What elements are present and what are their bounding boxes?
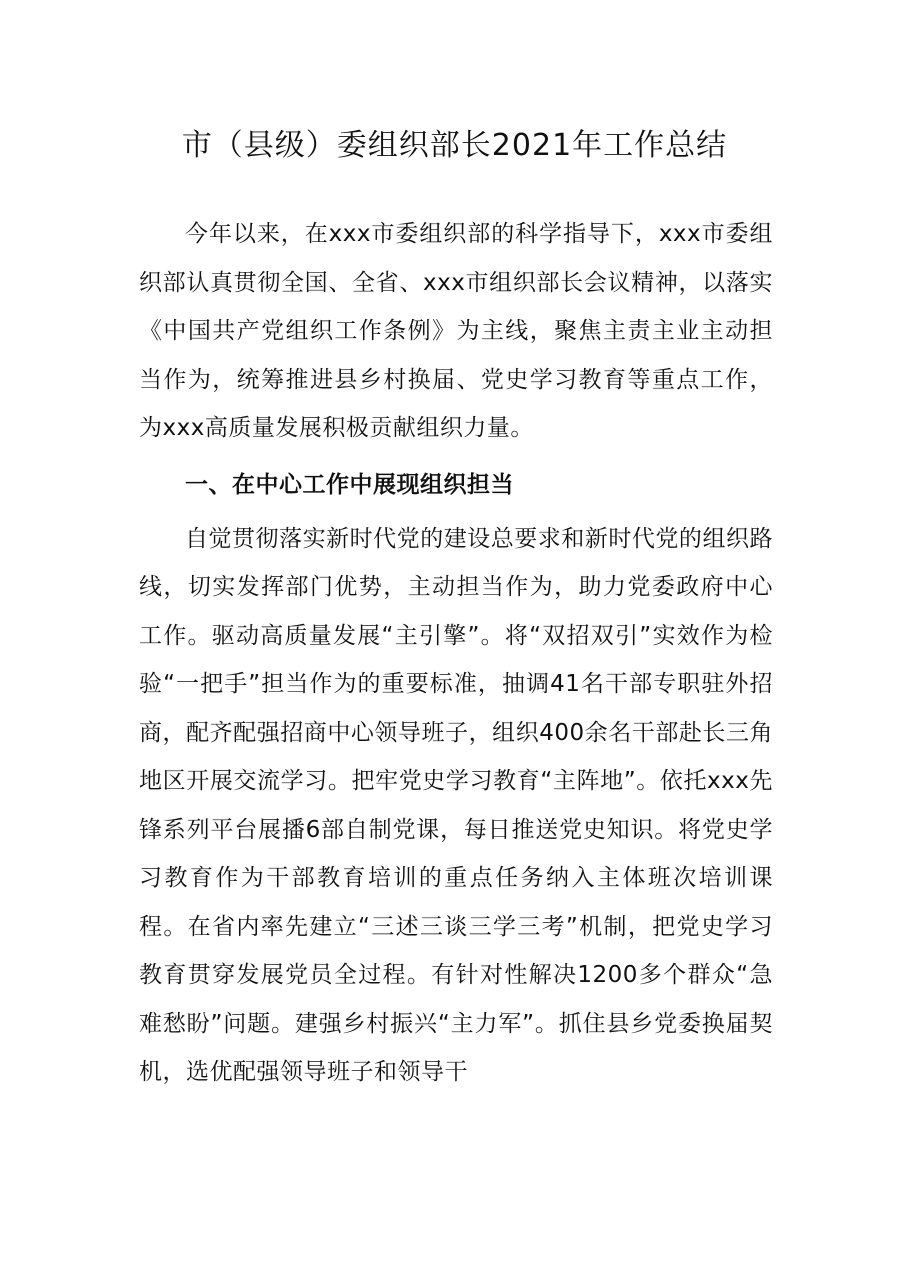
section-heading: 一、在中心工作中展现组织担当	[185, 471, 514, 498]
document-title: 市（县级）委组织部长2021年工作总结	[181, 128, 728, 163]
intro-paragraph: 今年以来，在xxx市委组织部的科学指导下，xxx市委组织部认真贯彻全国、全省、xxx市组织部长会议精神，以落实《中国共产党组织工作条例》为主线，聚焦主责主业主动担当作为，统筹推进县乡村换届、党史学习教育等重点工作，为xxx高质量发展积极贡献组织力量。	[139, 221, 773, 441]
document-body	[139, 210, 773, 1097]
section-paragraph: 自觉贯彻落实新时代党的建设总要求和新时代党的组织路线，切实发挥部门优势，主动担当作为，助力党委政府中心工作。驱动高质量发展“主引擎”。将“双招双引”实效作为检验“一把手”担当作为的重要标准，抽调41名干部专职驻外招商，配齐配强招商中心领导班子，组织400余名干部赴长三角地区开展交流学习。把牢党史学习教育“主阵地”。依托xxx先锋系列平台展播6部自制党课，每日推送党史知识。将党史学习教育作为干部教育培训的重点任务纳入主体班次培训课程。在省内率先建立“三述三谈三学三考”机制，把党史学习教育贯穿发展党员全过程。有针对性解决1200多个群众“急难愁盼”问题。建强乡村振兴“主力军”。抓住县乡党委换届契机，选优配强领导班子和领导干	[139, 525, 773, 1085]
